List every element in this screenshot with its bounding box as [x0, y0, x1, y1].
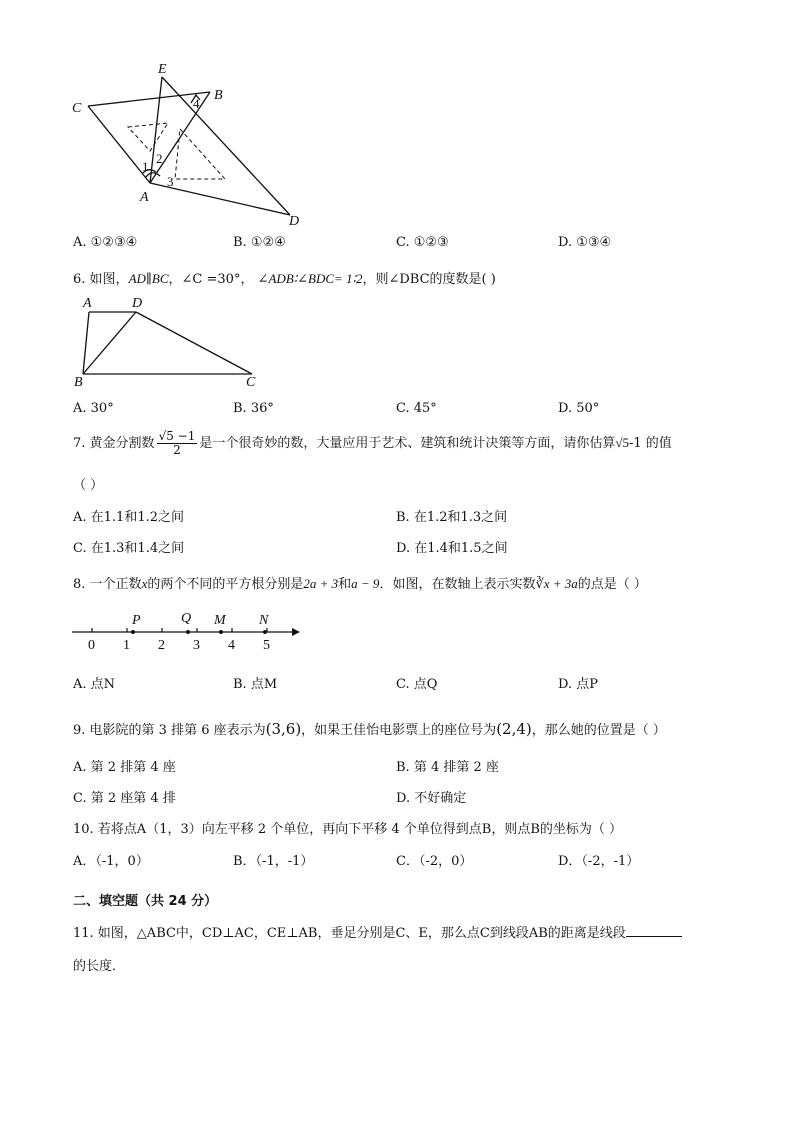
q9-text-a: 9. 电影院的第 3 排第 6 座表示为	[73, 723, 266, 738]
fig5-angle-2: 2	[156, 151, 163, 166]
q6-option-a: A. 30°	[73, 401, 114, 416]
q9-option-a: A. 第 2 排第 4 座	[73, 760, 176, 775]
q6-cond2: ∠C =30°，	[181, 272, 254, 287]
q11-answer-blank[interactable]	[626, 924, 682, 937]
q7-option-d: D. 在1.4和1.5之间	[396, 541, 508, 556]
q8-expr1: 2a + 3	[303, 576, 339, 591]
q8-number: 8.	[73, 577, 86, 592]
q8-expr2: a − 9	[351, 576, 380, 591]
q10-option-d: D．（-2，-1）	[558, 854, 640, 869]
q8-cube-root: ∛x + 3a	[535, 576, 578, 591]
q9-option-b: B. 第 4 排第 2 座	[396, 760, 499, 775]
axis-tick-2: 2	[158, 638, 165, 653]
question-9	[73, 719, 666, 738]
q7-option-c: C. 在1.3和1.4之间	[73, 541, 185, 556]
q7-paren: （ ）	[73, 478, 104, 493]
question-10: 10. 若将点A（1，3）向左平移 2 个单位，再向下平移 4 个单位得到点B，则点B的坐标为（ ）	[73, 822, 623, 837]
q7-number: 7.	[73, 436, 86, 451]
fig6-label-B: B	[74, 375, 83, 390]
fig6-label-A: A	[83, 296, 92, 311]
q7-text-a: 黄金分割数	[89, 436, 155, 451]
axis-tick-3: 3	[193, 638, 200, 653]
q9-text-b: ，如果王佳怡电影票上的座位号为	[301, 723, 497, 738]
section-title: 二、填空题（共 24 分）	[73, 894, 218, 909]
axis-point-Q: Q	[181, 611, 192, 626]
axis-tick-0: 0	[88, 638, 95, 653]
fig5-angle-4: 4	[193, 96, 200, 111]
axis-point-N: N	[259, 613, 269, 628]
q5-option-b: B. ①②④	[233, 235, 286, 250]
q9-seat2: (2,4)	[496, 720, 532, 738]
q7-frac-numerator: √5 −1	[158, 429, 196, 443]
q5-option-c: C. ①②③	[396, 235, 449, 250]
question-7	[73, 430, 672, 457]
question-11	[73, 922, 682, 941]
q11-line2: 的长度．	[73, 959, 126, 974]
fig5-label-E: E	[158, 62, 167, 77]
q7-fraction	[157, 430, 198, 457]
q9-text-c: ，那么她的位置是（ ）	[531, 723, 666, 738]
q11-line1: 11. 如图，△ABC中，CD⊥AC，CE⊥AB，垂足分别是C、E，那么点C到线段AB的距离是线段	[73, 926, 626, 941]
q8-option-a: A. 点N	[73, 677, 116, 692]
fig5-angle-1: 1	[142, 159, 149, 174]
fig5-label-B: B	[214, 88, 223, 103]
q8-text-e: 的点是（ ）	[577, 577, 647, 592]
q7-sqrt: √5	[615, 435, 630, 450]
q8-text-d: ．如图，在数轴上表示实数	[379, 577, 536, 592]
question-8	[73, 573, 647, 592]
axis-tick-4: 4	[228, 638, 235, 653]
q6-figure	[70, 292, 270, 392]
q8-var-x: x	[141, 576, 148, 591]
q6-option-b: B. 36°	[233, 401, 274, 416]
q10-option-a: A．（-1，0）	[73, 854, 149, 869]
q8-option-d: D. 点P	[558, 677, 598, 692]
q8-option-c: C. 点Q	[396, 677, 438, 692]
axis-tick-5: 5	[263, 638, 270, 653]
q7-option-b: B. 在1.2和1.3之间	[396, 510, 508, 525]
q6-cond3: ∠ADB∶∠BDC= 1∶2	[257, 271, 363, 286]
q8-text-b: 的两个不同的平方根分别是	[147, 577, 304, 592]
q7-option-a: A. 在1.1和1.2之间	[73, 510, 185, 525]
q9-option-c: C. 第 2 座第 4 排	[73, 791, 176, 806]
axis-point-M: M	[214, 613, 226, 628]
fig5-angle-3: 3	[167, 174, 174, 189]
q6-option-d: D. 50°	[558, 401, 600, 416]
q5-option-a: A. ①②③④	[73, 235, 138, 250]
q9-option-d: D. 不好确定	[396, 791, 467, 806]
fig5-label-A: A	[140, 190, 149, 205]
q5-option-d: D. ①③④	[558, 235, 612, 250]
q8-text-a: 一个正数	[89, 577, 142, 592]
q6-cond1: AD∥BC	[128, 271, 169, 286]
axis-point-P: P	[132, 613, 141, 628]
q8-text-c: 和	[338, 577, 352, 592]
fig5-label-C: C	[72, 101, 82, 116]
q6-suffix: ，则∠DBC的度数是( )	[362, 272, 496, 287]
fig5-label-D: D	[289, 214, 300, 229]
q5-figure	[60, 55, 320, 235]
fig6-label-C: C	[246, 375, 256, 390]
q10-option-c: C．（-2，0）	[396, 854, 473, 869]
q8-option-b: B. 点M	[233, 677, 278, 692]
q6-option-c: C. 45°	[396, 401, 437, 416]
q6-number: 6.	[73, 272, 86, 287]
axis-tick-1: 1	[123, 638, 130, 653]
fig6-label-D: D	[132, 296, 143, 311]
q7-text-b: 是一个很奇妙的数，大量应用于艺术、建筑和统计决策等方面，请你估算	[199, 436, 616, 451]
q9-seat1: (3,6)	[265, 720, 302, 738]
q10-option-b: B．（-1，-1）	[233, 854, 314, 869]
question-6: 6. 如图，AD∥BC，∠C =30°， ∠ADB∶∠BDC= 1∶2，则∠DBC的度数是( )	[73, 271, 496, 287]
q6-prefix: 如图，	[89, 272, 129, 287]
q7-frac-denominator: 2	[173, 443, 181, 457]
q7-text-c: -1 的值	[629, 436, 672, 451]
q8-number-line	[70, 606, 310, 656]
